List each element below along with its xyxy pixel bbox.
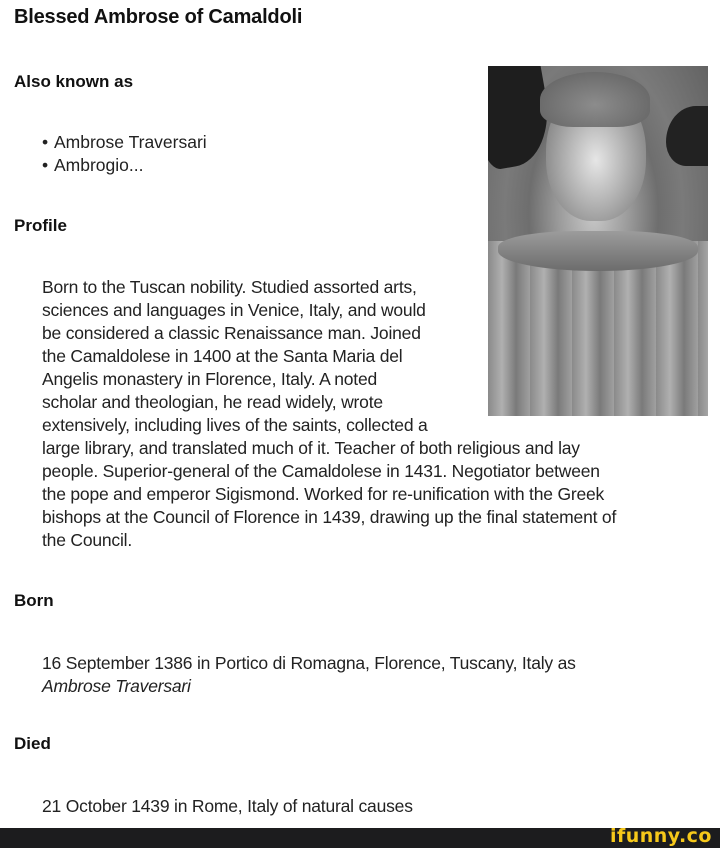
portrait-shadow-right [666, 106, 708, 166]
born-heading: Born [14, 591, 54, 610]
also-known-as-heading: Also known as [14, 72, 134, 91]
profile-line: bishops at the Council of Florence in 1439, drawing up the final statement of [42, 507, 617, 527]
also-known-as-list [42, 131, 207, 177]
ifunny-watermark: ifunny.co [609, 825, 712, 847]
list-item: • Ambrose Traversari [42, 131, 207, 154]
died-heading: Died [14, 734, 51, 753]
profile-line: be considered a classic Renaissance man. Joined [42, 323, 421, 343]
profile-line: the Council. [42, 530, 133, 550]
list-item: • Ambrogio... [42, 154, 207, 177]
portrait-collar [498, 231, 698, 271]
born-name-italic: Ambrose Traversari [42, 676, 191, 696]
profile-line: large library, and translated much of it. Teacher of both religious and lay [42, 438, 580, 458]
profile-heading: Profile [14, 216, 67, 235]
page-title: Blessed Ambrose of Camaldoli [14, 6, 303, 28]
died-text: 21 October 1439 in Rome, Italy of natural causes [42, 796, 413, 816]
profile-line: extensively, including lives of the saints, collected a [42, 415, 428, 435]
born-line: 16 September 1386 in Portico di Romagna, Florence, Tuscany, Italy as [42, 653, 576, 673]
footer-bar [0, 825, 720, 848]
profile-line: the pope and emperor Sigismond. Worked for re-unification with the Greek [42, 484, 605, 504]
profile-line: sciences and languages in Venice, Italy, and would [42, 300, 426, 320]
profile-line: people. Superior-general of the Camaldolese in 1431. Negotiator between [42, 461, 600, 481]
profile-line: Born to the Tuscan nobility. Studied assorted arts, [42, 277, 417, 297]
portrait-cap [540, 72, 650, 127]
profile-line: scholar and theologian, he read widely, wrote [42, 392, 383, 412]
profile-text [42, 276, 616, 552]
born-text [42, 652, 576, 698]
profile-line: Angelis monastery in Florence, Italy. A noted [42, 369, 378, 389]
profile-line: the Camaldolese in 1400 at the Santa Maria del [42, 346, 403, 366]
